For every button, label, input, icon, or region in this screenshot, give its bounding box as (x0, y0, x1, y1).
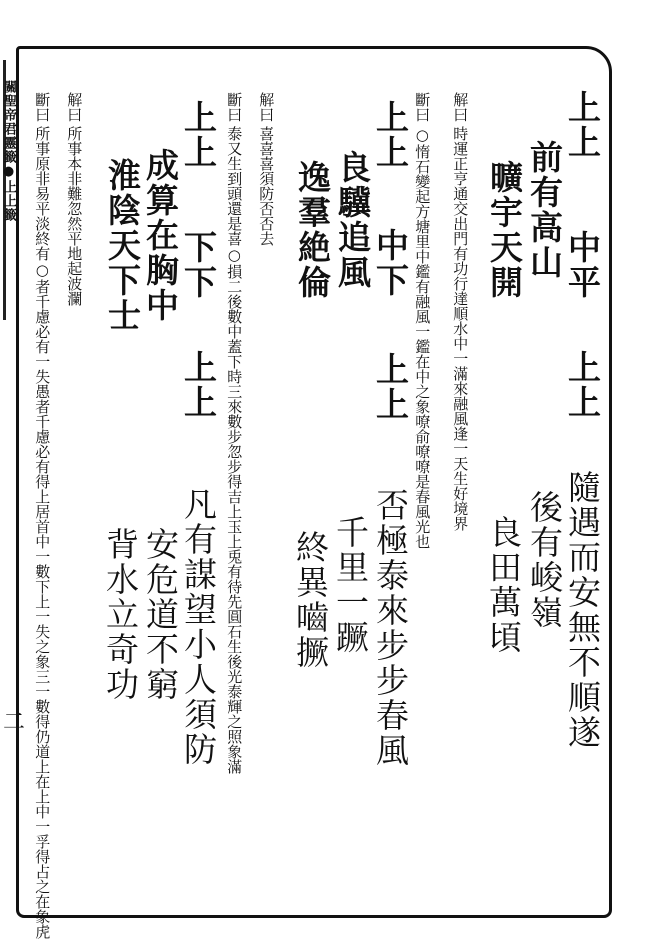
col4-duan-label: 斷曰 (33, 92, 52, 122)
col4-jie-text: 所事本非難忽然平地起波瀾 (65, 126, 84, 306)
rank-2: 中平 (563, 230, 602, 300)
col2-head-a: 上上 (371, 100, 410, 170)
col3-bottom-c: 背水立奇功 (101, 527, 140, 702)
col3-duan-text: 泰又生到頭還是喜○損二後數中蓋下時三來數步忽步得吉上玉上兎有待先圓石生後光泰輝之照象滿 (225, 126, 244, 774)
col2-head-c: 上上 (371, 352, 410, 422)
col2-bottom-a: 否極泰來步步春風 (371, 488, 410, 768)
spine-title: 關聖帝君靈籤●上上籤 (1, 80, 16, 222)
verse-main: 隨遇而安無不順遂 (563, 470, 602, 750)
col3-bottom-b: 安危道不窮 (141, 527, 180, 702)
col2-verse-b: 逸羣絶倫 (293, 160, 332, 300)
col4-jie-label: 解曰 (65, 92, 84, 122)
col3-duan-label: 斷曰 (225, 92, 244, 122)
col2-duan-label: 斷曰 (413, 92, 432, 122)
col2-jie-text: 時運正亨通交出門有功行達順水中一滿來融風逢一天生好境界 (451, 126, 470, 531)
col3-bottom-a: 凡有謀望小人須防 (179, 487, 218, 767)
verse-2: 後有峻嶺 (525, 490, 564, 630)
verse-5: 曠宇天開 (485, 160, 524, 300)
verse-4: 前有高山 (525, 140, 564, 280)
verse-3: 良田萬頃 (484, 515, 523, 655)
col3-jie-text: 喜喜喜須防否否去 (257, 126, 276, 246)
page-number: 二 (3, 710, 26, 735)
col2-verse-a: 良驥追風 (333, 150, 372, 290)
col2-duan-text: ○惰石變起方塘里中鑑有融風一鑑在中之象嘹俞嘹嘹是春風光也 (413, 126, 432, 549)
col3-verse-b: 淮陰天下士 (103, 158, 142, 333)
col4-duan-text: 所事原非易平淡終有○者千慮必有一失愚者千慮必有得上居首中一數下上一失之象三一數得仍道上在上中一孚得占之在象虎 (33, 126, 52, 939)
col2-bottom-c: 終異嚙撅 (291, 530, 330, 670)
col3-jie-label: 解曰 (257, 92, 276, 122)
col2-head-b: 中下 (371, 228, 410, 298)
rank-3: 上上 (563, 350, 602, 420)
col3-head-b: 下下 (179, 230, 218, 300)
col3-head-a: 上上 (179, 100, 218, 170)
col2-jie-label: 解曰 (451, 92, 470, 122)
col3-verse-a: 成算在胸中 (141, 148, 180, 323)
col2-bottom-b: 千里一蹶 (331, 515, 370, 655)
col3-head-c: 上上 (179, 350, 218, 420)
rank-1: 上上 (563, 90, 602, 160)
